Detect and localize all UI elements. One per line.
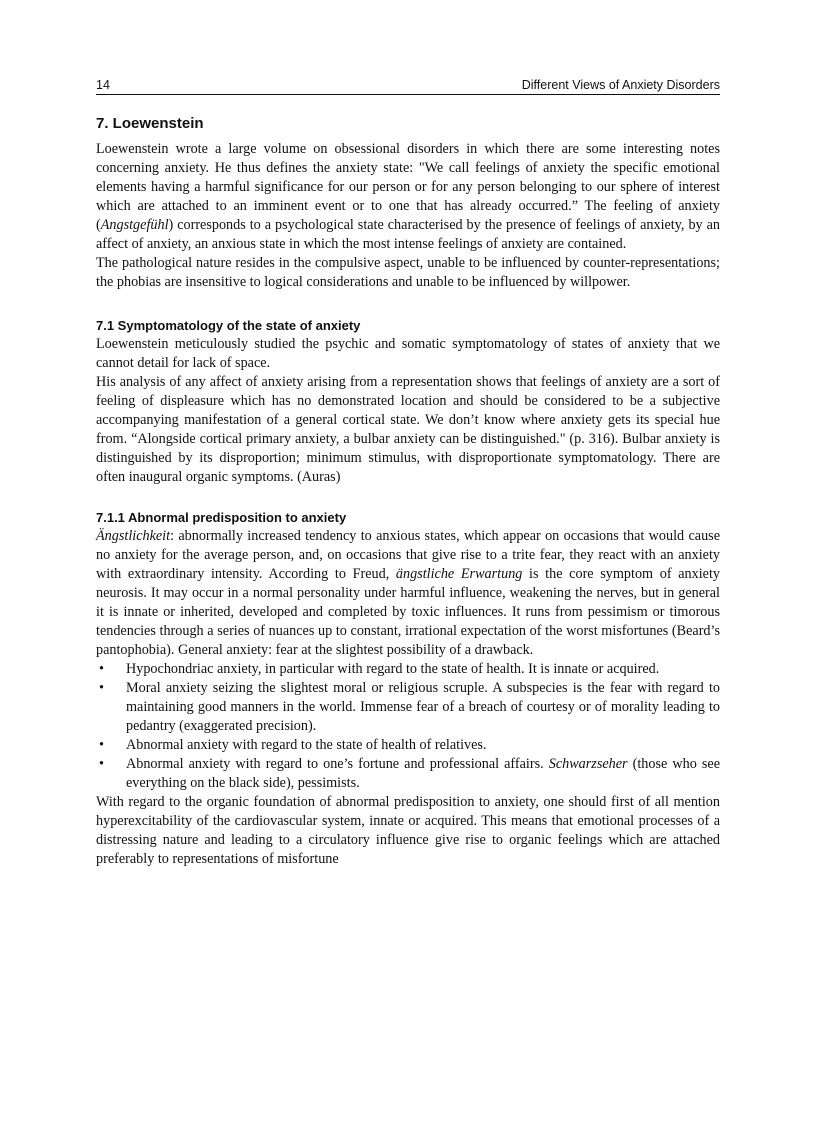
bullet-icon: • [99,661,104,677]
list-item [96,679,720,736]
running-title: Different Views of Anxiety Disorders [521,78,720,92]
paragraph: Loewenstein meticulously studied the psychic and somatic symptomatology of states of anxiety that we cannot detail for lack of space. [96,336,720,371]
italic-term: ängstliche Erwartung [395,566,523,582]
page-number: 14 [96,78,110,92]
bullet-icon: • [99,680,104,696]
paragraph: The pathological nature resides in the compulsive aspect, unable to be influenced by counter-representations; the phobias are insensitive to logical considerations and unable to be influenced by willpower. [96,255,720,290]
subsection-heading: 7.1 Symptomatology of the state of anxiety [96,318,361,333]
list-item-text: Moral anxiety seizing the slightest moral or religious scruple. A subspecies is the fear with regard to maintaining good manners in the world. Immense fear of a breach of courtesy or of morality leading to pedantry (exaggerated precision). [126,680,720,734]
text-run: ) corresponds to a psychological state characterised by the presence of feelings of anxiety, by an affect of anxiety, an anxious state in which the most intense feelings of anxiety are contained. [96,217,720,252]
bullet-list [96,660,720,793]
paragraph [96,140,720,254]
list-item [96,736,720,755]
book-page [96,78,720,869]
paragraph: His analysis of any affect of anxiety arising from a representation shows that feelings of anxiety are a sort of feeling of displeasure which has no demonstrated location and should be considered to be a subjective accompanying manifestation of a general cortical state. We don’t know where anxiety gets its special hue from. “Alongside cortical primary anxiety, a bulbar anxiety can be distinguished." (p. 316). Bulbar anxiety is distinguished by its disproportion; minimum stimulus, with disproportionate symptomatology. There are often inaugural organic symptoms. (Auras) [96,374,720,485]
italic-term: Angstgefühl [100,217,169,233]
list-item [96,660,720,679]
list-item-text: (those who see everything on the black side), pessimists. [126,756,720,791]
list-item-text: Abnormal anxiety with regard to one’s fortune and professional affairs. [126,756,549,772]
paragraph: With regard to the organic foundation of abnormal predisposition to anxiety, one should first of all mention hyperexcitability of the cardiovascular system, innate or acquired. This means that emotional processes of a distressing nature and leading to a circulatory influence give rise to organic feelings which are attached preferably to representations of misfortune [96,794,720,867]
running-header [96,78,720,95]
list-item [96,755,720,793]
text-run: is the core symptom of anxiety neurosis. It may occur in a normal personality under harmful influence, weakening the nerves, but in general it is innate or inherited, developed and completed by toxic influences. It runs from pessimism or timorous tendencies through a series of nuances up to constant, irrational expectation of the worst misfortunes (Beard’s pantophobia). General anxiety: fear at the slightest possibility of a drawback. [96,566,720,658]
italic-term: Schwarzseher [548,756,628,772]
bullet-icon: • [99,737,104,753]
italic-term: Ängstlichkeit [96,528,171,544]
list-item-text: Abnormal anxiety with regard to the state of health of relatives. [126,737,487,753]
paragraph [96,527,720,660]
list-item-text: Hypochondriac anxiety, in particular with regard to the state of health. It is innate or acquired. [126,661,660,677]
subsubsection-heading: 7.1.1 Abnormal predisposition to anxiety [96,510,347,525]
text-run: Loewenstein wrote a large volume on obsessional disorders in which there are some interesting notes concerning anxiety. He thus defines the anxiety state: "We call feelings of anxiety the specific emotional elements having a harmful significance for our person or for any person belonging to our sphere of interest which are attached to an imminent event or to one that has already occurred.” The feeling of anxiety ( [96,141,720,233]
text-run: : abnormally increased tendency to anxious states, which appear on occasions that would cause no anxiety for the average person, and, on occasions that give rise to a trite fear, they react with an anxiety with extraordinary intensity. According to Freud, [96,528,720,582]
bullet-icon: • [99,756,104,772]
section-heading: 7. Loewenstein [96,115,204,132]
